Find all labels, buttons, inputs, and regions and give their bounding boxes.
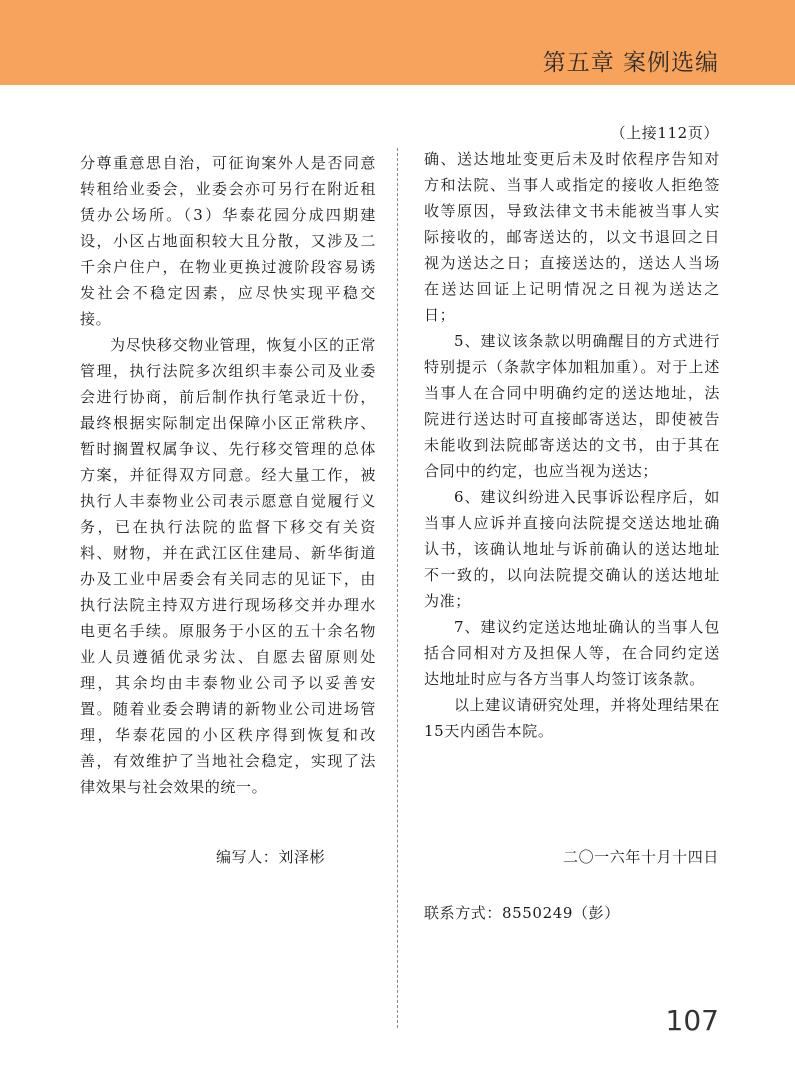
right-column (424, 146, 720, 744)
column-divider (397, 148, 398, 1028)
author-line: 编写人：刘泽彬 (216, 848, 326, 866)
chapter-title: 第五章 案例选编 (542, 50, 719, 76)
contact-info: 联系方式：8550249（彭） (424, 904, 620, 922)
right-paragraph-3: 6、建议纠纷进入民事诉讼程序后，如当事人应诉并直接向法院提交送达地址确认书，该确认地址与诉前确认的送达地址不一致的，以向法院提交确认的送达地址为准； (424, 488, 720, 610)
left-paragraph-2: 为尽快移交物业管理，恢复小区的正常管理，执行法院多次组织丰泰公司及业委会进行协商，前后制作执行笔录近十份，最终根据实际制定出保障小区正常秩序、暂时搁置权属争议、先行移交管理的总体方案，并征得双方同意。经大量工作，被执行人丰泰物业公司表示愿意自觉履行义务，已在执行法院的监督下移交有关资料、财物，并在武江区住建局、新华街道办及工业中居委会有关同志的见证下，由执行法院主持双方进行现场移交并办理水电更名手续。原服务于小区的五十余名物业人员遵循优录劣汰、自愿去留原则处理，其余均由丰泰物业公司予以妥善安置。随着业委会聘请的新物业公司进场管理，华泰花园的小区秩序得到恢复和改善，有效维护了当地社会稳定，实现了法律效果与社会效果的统一。 (80, 336, 376, 796)
page-number: 107 (665, 1004, 719, 1037)
right-paragraph-1: 确、送达地址变更后未及时依程序告知对方和法院、当事人或指定的接收人拒绝签收等原因，导致法律文书未能被当事人实际接收的，邮寄送达的，以文书退回之日视为送达之日；直接送达的，送达人当场在送达回证上记明情况之日视为送达之日； (424, 150, 720, 324)
right-paragraph-4: 7、建议约定送达地址确认的当事人包括合同相对方及担保人等，在合同约定送达地址时应与各方当事人均签订该条款。 (424, 618, 720, 688)
right-paragraph-5: 以上建议请研究处理，并将处理结果在15天内函告本院。 (424, 696, 720, 740)
chapter-header-bar (0, 0, 795, 85)
continued-note: （上接112页） (610, 124, 719, 142)
left-paragraph-1: 分尊重意思自治，可征询案外人是否同意转租给业委会，业委会亦可另行在附近租赁办公场所。（3）华泰花园分成四期建设，小区占地面积较大且分散，又涉及二千余户住户，在物业更换过渡阶段容易诱发社会不稳定因素，应尽快实现平稳交接。 (80, 154, 376, 328)
left-column (80, 150, 376, 800)
document-date: 二〇一六年十月十四日 (562, 848, 719, 866)
right-paragraph-2: 5、建议该条款以明确醒目的方式进行特别提示（条款字体加粗加重）。对于上述当事人在合同中明确约定的送达地址，法院进行送达时可直接邮寄送达，即使被告未能收到法院邮寄送达的文书，由于其在合同中的约定，也应当视为送达； (424, 332, 720, 480)
